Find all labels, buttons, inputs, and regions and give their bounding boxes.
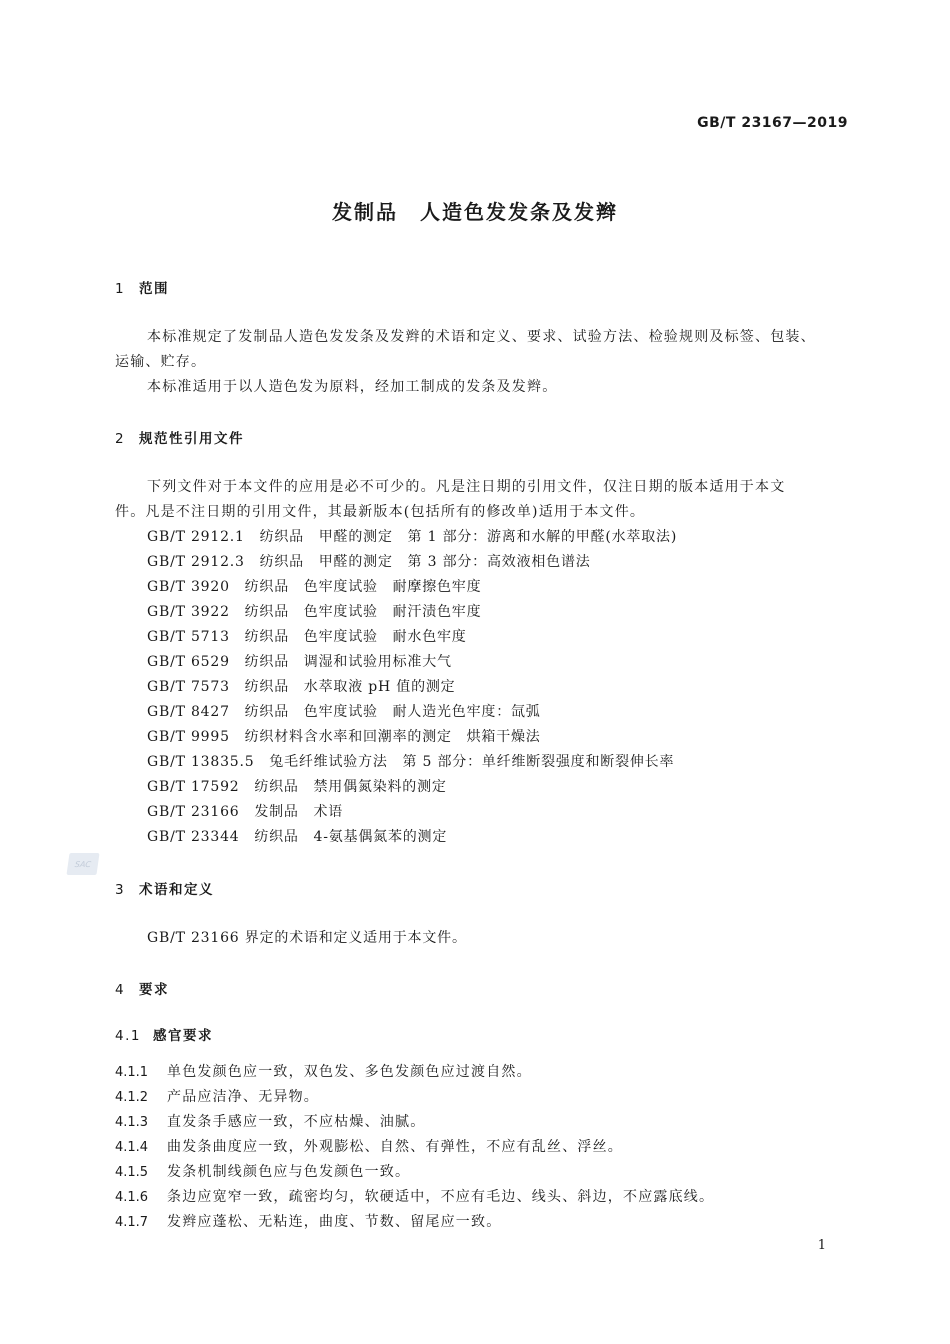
section-number: 3 [115,882,126,898]
refs-intro-line-1: 下列文件对于本文件的应用是必不可少的。凡是注日期的引用文件，仅注日期的版本适用于本文 [147,479,786,495]
requirement-number: 4.1.3 [115,1115,149,1130]
reference-item: GB/T 7573 纺织品 水萃取液 pH 值的测定 [147,679,456,695]
section-number: 4 [115,982,126,998]
requirement-item [115,1161,410,1181]
subsection-title: 感官要求 [153,1028,213,1044]
section-title: 范围 [139,281,169,297]
reference-item: GB/T 13835.5 兔毛纤维试验方法 第 5 部分：单纤维断裂强度和断裂伸长率 [147,754,675,770]
section-title: 术语和定义 [139,882,214,898]
requirement-number: 4.1.5 [115,1165,149,1180]
reference-item: GB/T 6529 纺织品 调湿和试验用标准大气 [147,654,452,670]
requirement-item [115,1111,425,1131]
requirement-number: 4.1.6 [115,1190,149,1205]
reference-item: GB/T 9995 纺织材料含水率和回潮率的测定 烘箱干燥法 [147,729,541,745]
subsection-4-1-heading [115,1024,213,1044]
requirement-text: 产品应洁净、无异物。 [167,1089,319,1105]
requirement-number: 4.1.4 [115,1140,149,1155]
sac-watermark-logo: SAC [66,853,99,875]
requirement-text: 发辫应蓬松、无粘连，曲度、节数、留尾应一致。 [167,1214,502,1230]
reference-item: GB/T 3920 纺织品 色牢度试验 耐摩擦色牢度 [147,579,482,595]
document-title: 发制品 人造色发发条及发辫 [332,200,618,224]
reference-item: GB/T 2912.1 纺织品 甲醛的测定 第 1 部分：游离和水解的甲醛(水萃取法) [147,529,678,545]
reference-item: GB/T 17592 纺织品 禁用偶氮染料的测定 [147,779,447,795]
page-number: 1 [817,1238,826,1253]
requirement-text: 单色发颜色应一致，双色发、多色发颜色应过渡自然。 [167,1064,532,1080]
refs-intro-line-2: 件。凡是不注日期的引用文件，其最新版本(包括所有的修改单)适用于本文件。 [115,504,646,520]
scope-paragraph-1-line-1: 本标准规定了发制品人造色发发条及发辫的术语和定义、要求、试验方法、检验规则及标签、包装、 [147,329,816,345]
section-number: 1 [115,281,126,297]
scope-paragraph-1-line-2: 运输、贮存。 [115,354,207,370]
scope-paragraph-2: 本标准适用于以人造色发为原料，经加工制成的发条及发辫。 [147,379,558,395]
reference-item: GB/T 5713 纺织品 色牢度试验 耐水色牢度 [147,629,467,645]
section-4-heading [115,978,169,998]
section-number: 2 [115,431,126,447]
reference-item: GB/T 2912.3 纺织品 甲醛的测定 第 3 部分：高效液相色谱法 [147,554,591,570]
reference-item: GB/T 8427 纺织品 色牢度试验 耐人造光色牢度：氙弧 [147,704,541,720]
requirement-text: 发条机制线颜色应与色发颜色一致。 [167,1164,411,1180]
requirement-number: 4.1.1 [115,1065,149,1080]
subsection-number: 4.1 [115,1028,141,1044]
requirement-item [115,1186,714,1206]
section-1-heading [115,277,169,297]
requirement-text: 曲发条曲度应一致，外观膨松、自然、有弹性，不应有乱丝、浮丝。 [167,1139,623,1155]
section-2-heading [115,427,244,447]
requirement-item [115,1061,532,1081]
requirement-item [115,1211,501,1231]
section-title: 规范性引用文件 [139,431,244,447]
standard-code: GB/T 23167—2019 [697,115,848,131]
reference-item: GB/T 3922 纺织品 色牢度试验 耐汗渍色牢度 [147,604,482,620]
reference-item: GB/T 23166 发制品 术语 [147,804,344,820]
requirement-item [115,1136,623,1156]
reference-item: GB/T 23344 纺织品 4-氨基偶氮苯的测定 [147,829,448,845]
requirement-text: 直发条手感应一致，不应枯燥、油腻。 [167,1114,426,1130]
requirement-number: 4.1.2 [115,1090,149,1105]
section-title: 要求 [139,982,169,998]
terms-paragraph: GB/T 23166 界定的术语和定义适用于本文件。 [147,930,467,946]
requirement-number: 4.1.7 [115,1215,149,1230]
requirement-item [115,1086,319,1106]
requirement-text: 条边应宽窄一致，疏密均匀，软硬适中，不应有毛边、线头、斜边，不应露底线。 [167,1189,715,1205]
section-3-heading [115,878,214,898]
